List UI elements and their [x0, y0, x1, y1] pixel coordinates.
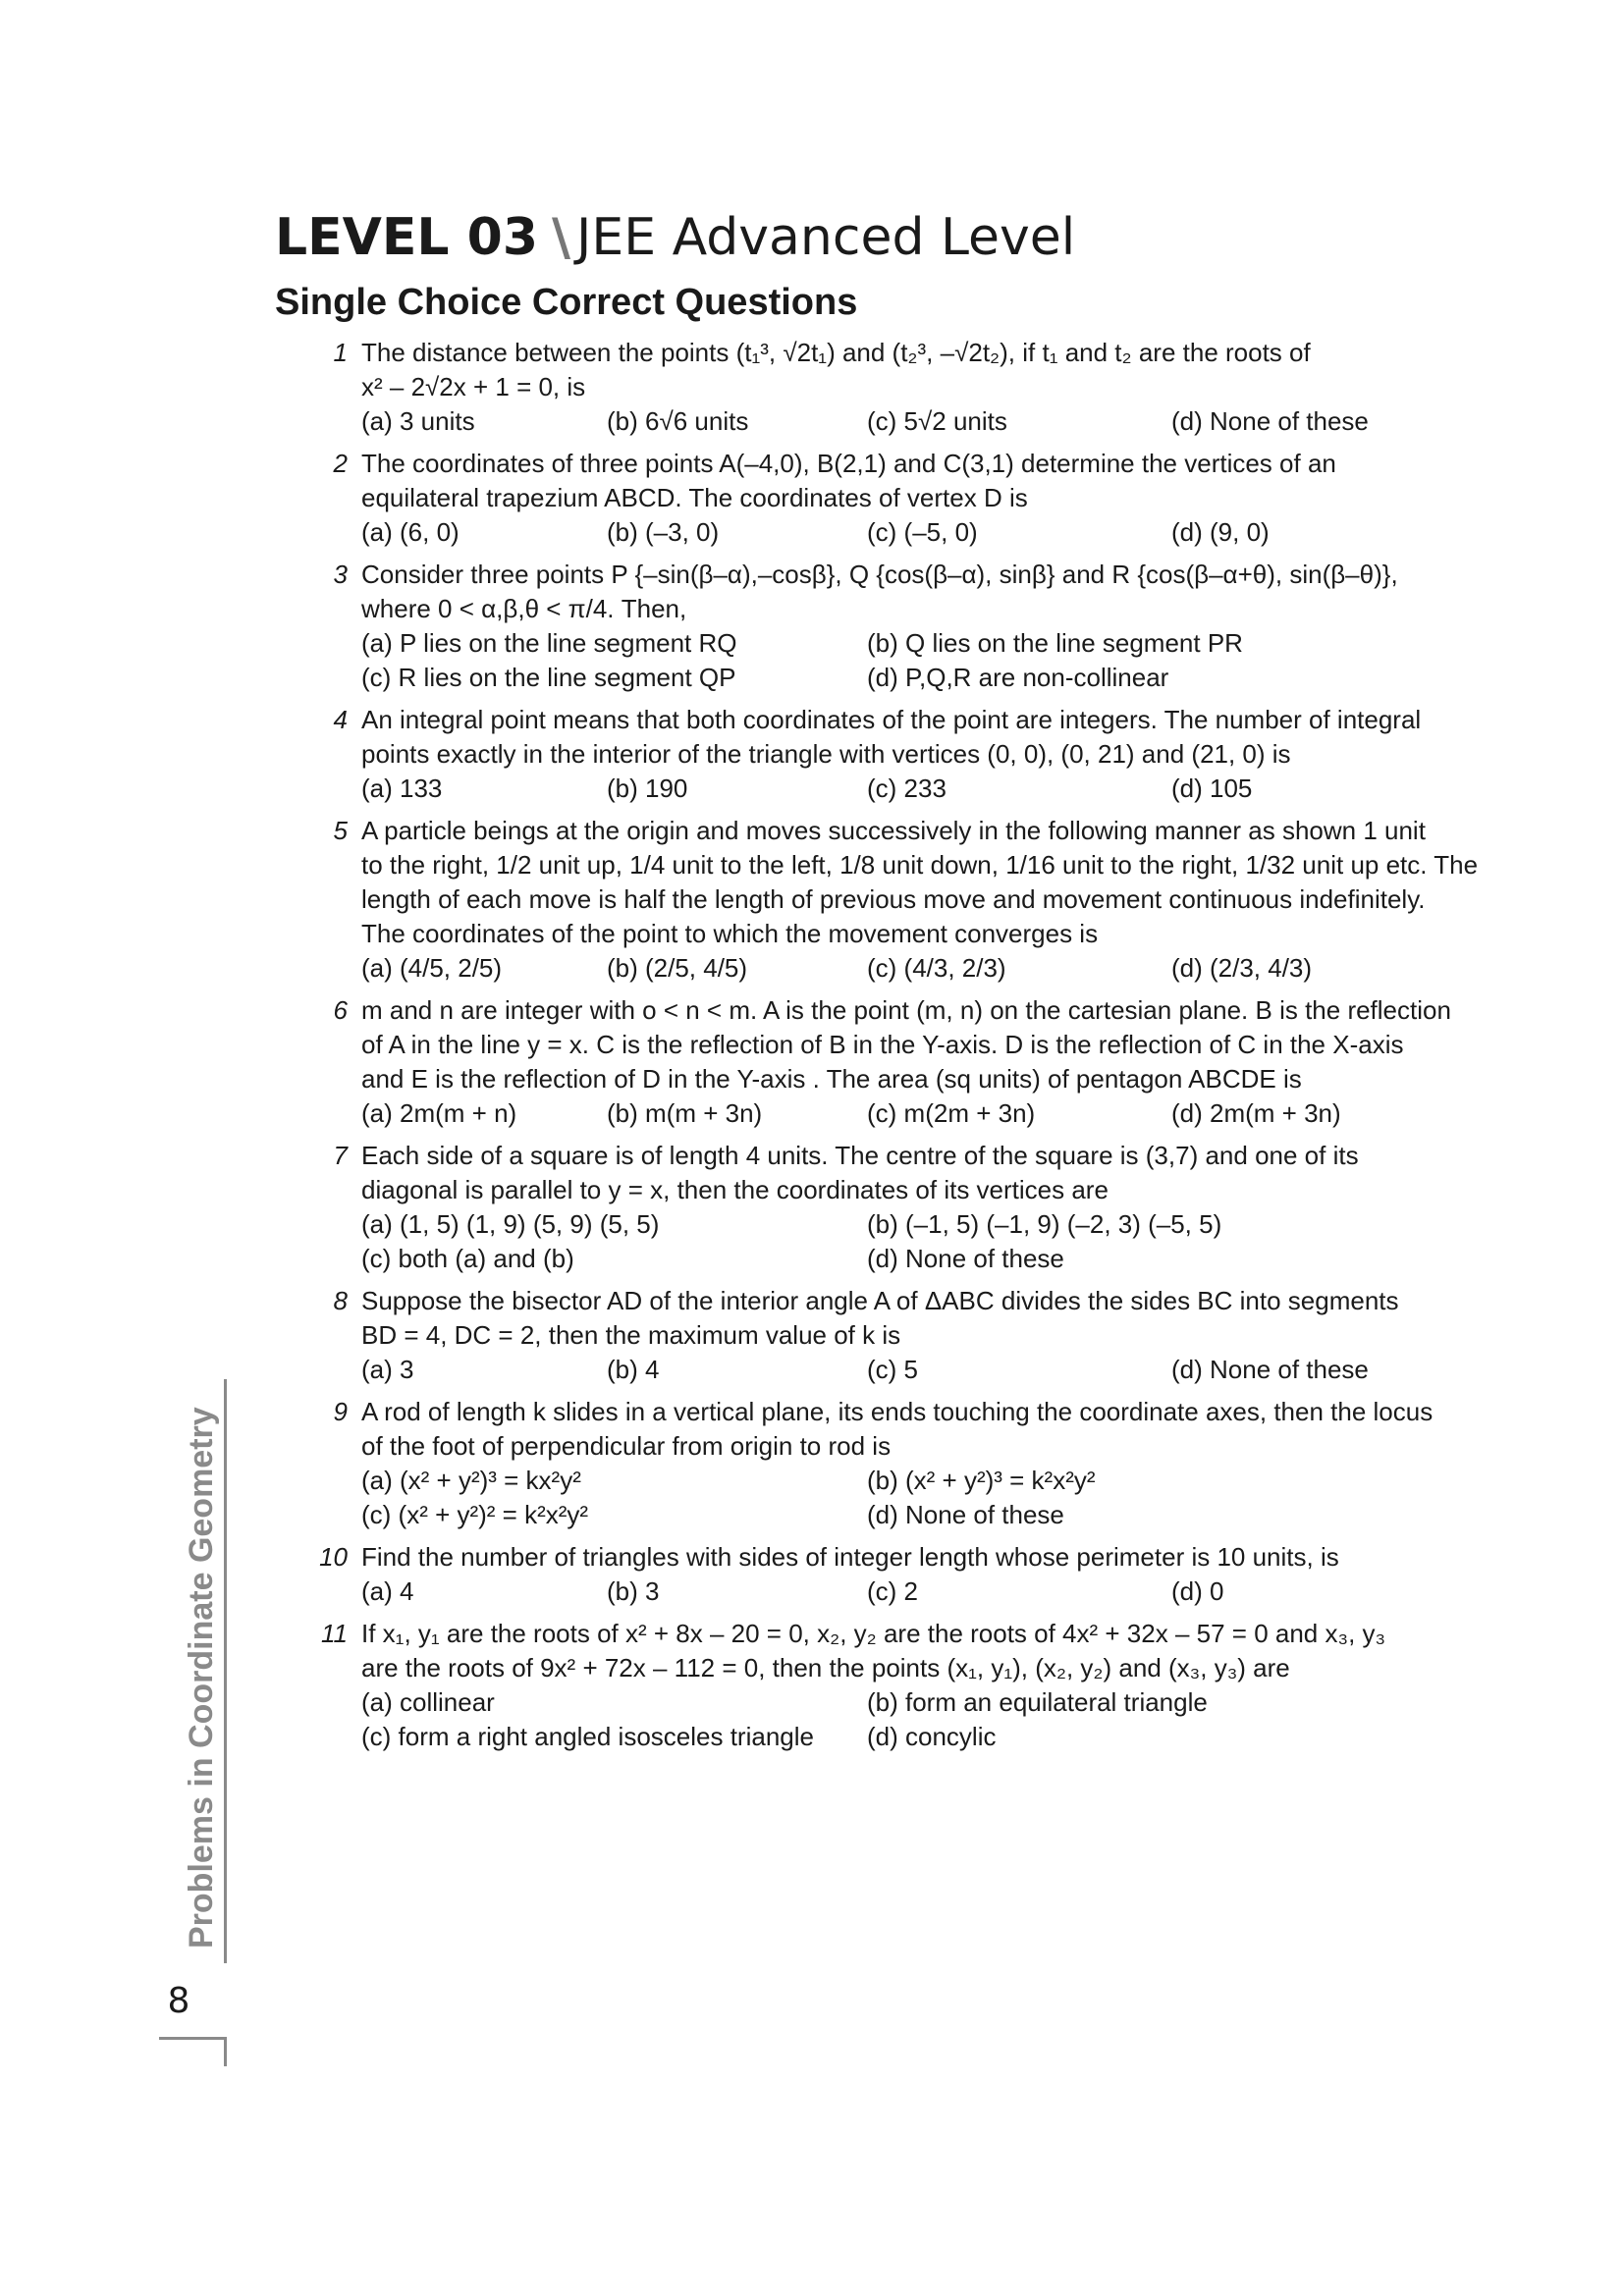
option-a: (a) 3 units: [361, 406, 475, 436]
option-b: (b) Q lies on the line segment PR: [867, 628, 1243, 658]
options: [361, 1207, 1483, 1276]
options: [361, 1096, 1483, 1131]
page-number: 8: [167, 1981, 190, 2021]
option-b: (b) 3: [607, 1576, 660, 1606]
level-number: LEVEL 03: [275, 208, 539, 267]
options: [361, 772, 1483, 806]
question-text: A particle beings at the origin and moves successively in the following manner as shown 1 unit to the right, 1/2 unit up, 1/4 unit to the left, 1/8 unit down, 1/16 unit to the right, 1/32 unit up etc. The length of each move is half the length of previous move and movement continuous indefinitely. The coordinates of the point to which the movement converges is: [361, 816, 1479, 948]
question-text: An integral point means that both coordinates of the point are integers. The number of integral points exactly in the interior of the triangle with vertices (0, 0), (0, 21) and (21, 0) is: [361, 705, 1422, 769]
option-b: (b) form an equilateral triangle: [867, 1687, 1208, 1717]
question-text: A rod of length k slides in a vertical plane, its ends touching the coordinate axes, then the locus of the foot of perpendicular from origin to rod is: [361, 1397, 1434, 1461]
option-c: (c) 5√2 units: [867, 406, 1007, 436]
option-c: (c) (4/3, 2/3): [867, 953, 1006, 983]
question-number: 2: [333, 449, 348, 478]
option-a: (a) 2m(m + n): [361, 1098, 517, 1128]
options: [361, 515, 1483, 550]
question-6: [304, 993, 1483, 1131]
question-number: 9: [333, 1397, 348, 1426]
question-list: [304, 336, 1483, 1762]
question-number: 10: [319, 1542, 348, 1572]
option-b: (b) m(m + 3n): [607, 1098, 763, 1128]
question-text: Consider three points P {–sin(β–α),–cosβ}, Q {cos(β–α), sinβ} and R {cos(β–α+θ), sin(β–θ)}, where 0 < α,β,θ < π/4. Then,: [361, 560, 1398, 623]
options: [361, 404, 1483, 439]
option-c: (c) m(2m + 3n): [867, 1098, 1036, 1128]
option-a: (a) 133: [361, 774, 443, 803]
option-d: (d) P,Q,R are non-collinear: [867, 663, 1169, 692]
option-a: (a) P lies on the line segment RQ: [361, 628, 737, 658]
question-7: [304, 1139, 1483, 1276]
options: [361, 951, 1483, 986]
option-b: (b) (–1, 5) (–1, 9) (–2, 3) (–5, 5): [867, 1209, 1222, 1239]
question-number: 11: [321, 1619, 348, 1648]
question-5: [304, 814, 1483, 986]
section-title: Single Choice Correct Questions: [275, 282, 858, 323]
option-c: (c) 2: [867, 1576, 918, 1606]
question-number: 7: [333, 1141, 348, 1170]
question-4: [304, 703, 1483, 806]
page-number-tick: [224, 2037, 227, 2066]
option-b: (b) (x² + y²)³ = k²x²y²: [867, 1466, 1096, 1495]
option-a: (a) (6, 0): [361, 517, 460, 547]
question-3: [304, 558, 1483, 695]
question-text: The distance between the points (t₁³, √2t₁) and (t₂³, –√2t₂), if t₁ and t₂ are the roots of x² – 2√2x + 1 = 0, is: [361, 338, 1311, 401]
option-a: (a) 3: [361, 1355, 414, 1384]
question-number: 8: [333, 1286, 348, 1315]
page-number-rule: [159, 2037, 224, 2040]
option-b: (b) (–3, 0): [607, 517, 720, 547]
option-d: (d) 2m(m + 3n): [1171, 1098, 1341, 1128]
level-separator: \: [552, 208, 571, 267]
sidebar-book-title: Problems in Coordinate Geometry: [183, 1407, 220, 1949]
question-number: 5: [333, 816, 348, 845]
option-a: (a) (4/5, 2/5): [361, 953, 503, 983]
question-number: 6: [333, 995, 348, 1025]
option-c: (c) both (a) and (b): [361, 1244, 574, 1273]
option-a: (a) (1, 5) (1, 9) (5, 9) (5, 5): [361, 1209, 660, 1239]
option-d: (d) None of these: [1171, 406, 1369, 436]
option-b: (b) (2/5, 4/5): [607, 953, 748, 983]
options: [361, 1353, 1483, 1387]
option-d: (d) (9, 0): [1171, 517, 1270, 547]
option-c: (c) 233: [867, 774, 947, 803]
option-d: (d) None of these: [867, 1500, 1064, 1529]
option-d: (d) (2/3, 4/3): [1171, 953, 1313, 983]
option-c: (c) form a right angled isosceles triangle: [361, 1722, 814, 1751]
options: [361, 626, 1483, 695]
option-c: (c) R lies on the line segment QP: [361, 663, 736, 692]
option-a: (a) collinear: [361, 1687, 495, 1717]
option-c: (c) (–5, 0): [867, 517, 978, 547]
level-name: JEE Advanced Level: [576, 208, 1076, 267]
option-c: (c) (x² + y²)² = k²x²y²: [361, 1500, 589, 1529]
sidebar-rule: [224, 1379, 227, 1963]
option-b: (b) 4: [607, 1355, 660, 1384]
question-9: [304, 1395, 1483, 1532]
question-number: 4: [333, 705, 348, 734]
question-number: 1: [333, 338, 348, 367]
option-b: (b) 6√6 units: [607, 406, 749, 436]
level-title: [275, 208, 1075, 267]
option-d: (d) None of these: [867, 1244, 1064, 1273]
option-c: (c) 5: [867, 1355, 918, 1384]
option-a: (a) 4: [361, 1576, 414, 1606]
question-1: [304, 336, 1483, 439]
question-number: 3: [333, 560, 348, 589]
question-10: [304, 1540, 1483, 1609]
question-text: If x₁, y₁ are the roots of x² + 8x – 20 = 0, x₂, y₂ are the roots of 4x² + 32x – 57 = 0 and x₃, y₃ are the roots of 9x² + 72x – 112 = 0, then the points (x₁, y₁), (x₂, y₂) and (x₃, y₃) are: [361, 1619, 1386, 1682]
option-d: (d) concylic: [867, 1722, 997, 1751]
question-2: [304, 447, 1483, 550]
options: [361, 1575, 1483, 1609]
option-d: (d) None of these: [1171, 1355, 1369, 1384]
question-11: [304, 1617, 1483, 1754]
question-8: [304, 1284, 1483, 1387]
question-text: The coordinates of three points A(–4,0), B(2,1) and C(3,1) determine the vertices of an equilateral trapezium ABCD. The coordinates of vertex D is: [361, 449, 1336, 512]
question-text: Each side of a square is of length 4 units. The centre of the square is (3,7) and one of its diagonal is parallel to y = x, then the coordinates of its vertices are: [361, 1141, 1359, 1204]
option-a: (a) (x² + y²)³ = kx²y²: [361, 1466, 581, 1495]
question-text: Find the number of triangles with sides of integer length whose perimeter is 10 units, is: [361, 1542, 1339, 1572]
question-text: Suppose the bisector AD of the interior angle A of ΔABC divides the sides BC into segments BD = 4, DC = 2, then the maximum value of k is: [361, 1286, 1399, 1350]
question-text: m and n are integer with o < n < m. A is the point (m, n) on the cartesian plane. B is the reflection of A in the line y = x. C is the reflection of B in the Y-axis. D is the reflection of C in the X-axis and E is the reflection of D in the Y-axis . The area (sq units) of pentagon ABCDE is: [361, 995, 1451, 1094]
options: [361, 1464, 1483, 1532]
option-b: (b) 190: [607, 774, 688, 803]
option-d: (d) 0: [1171, 1576, 1224, 1606]
options: [361, 1685, 1483, 1754]
page-header: [275, 208, 1075, 324]
option-d: (d) 105: [1171, 774, 1253, 803]
